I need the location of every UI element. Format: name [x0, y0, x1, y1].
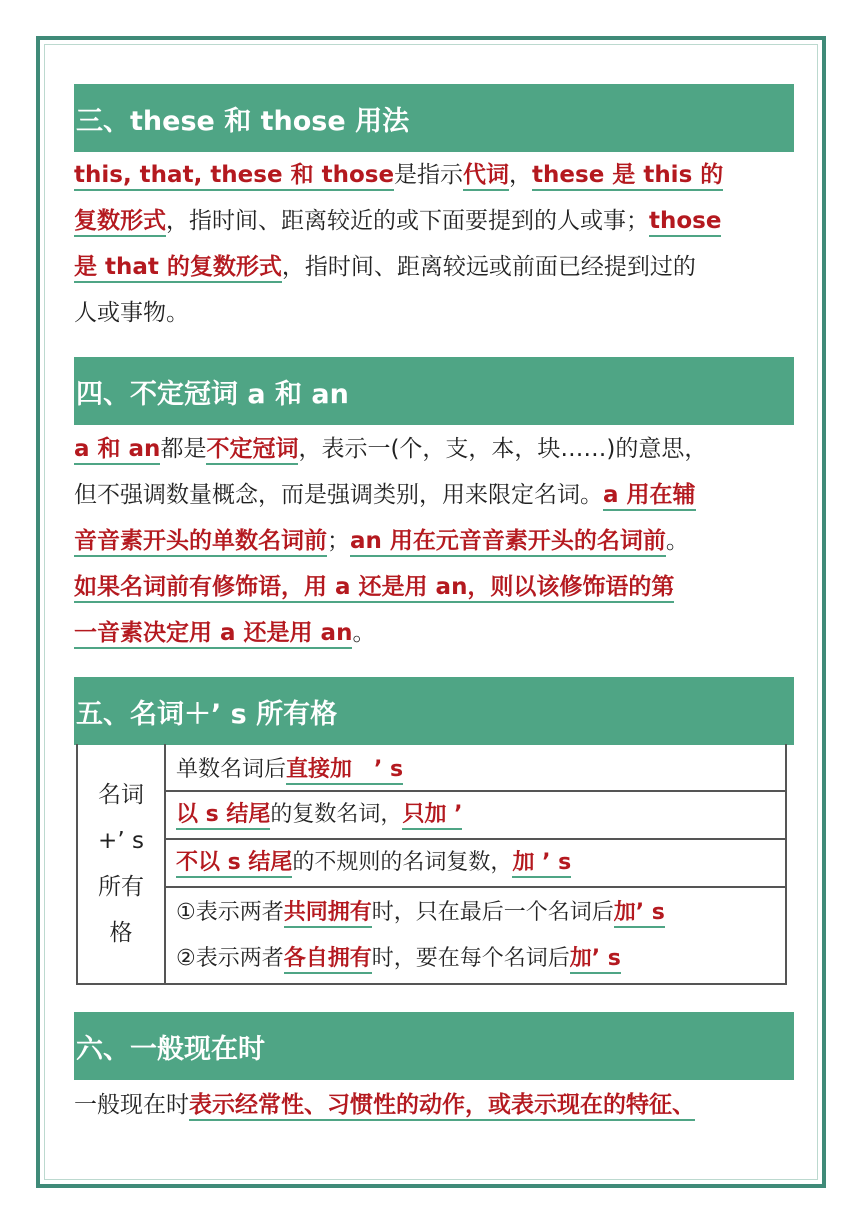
section-title: 六、一般现在时 [76, 1033, 265, 1065]
highlight-text: 共同拥有 [284, 900, 372, 928]
body-text: 是指示 [394, 162, 464, 188]
body-text: 。 [352, 620, 376, 646]
text-line [74, 426, 798, 472]
body-text: ②表示两者 [176, 946, 284, 971]
highlight-text: 直接加 ’ s [286, 757, 403, 785]
highlight-text: 加’ s [614, 900, 665, 928]
possessive-table [76, 744, 787, 985]
highlight-text: 如果名词前有修饰语，用 a 还是用 an，则以该修饰语的第 [74, 574, 674, 603]
section-header-simple-present [74, 1012, 794, 1080]
table-row [166, 744, 785, 792]
section-title: 四、不定冠词 a 和 an [76, 378, 349, 410]
table-left-cell [78, 744, 166, 983]
body-text: 但不强调数量概念，而是强调类别，用来限定名词。 [74, 482, 603, 508]
left-cell-line: 格 [109, 919, 133, 946]
body-text: 。 [665, 528, 689, 554]
highlight-text: 只加 ’ [402, 802, 462, 830]
highlight-text: 一音素决定用 a 还是用 an [74, 620, 352, 649]
table-row [166, 890, 785, 936]
text-line [74, 244, 798, 290]
left-cell-line: 名词 [98, 781, 144, 808]
left-cell-line: 所有 [98, 873, 144, 900]
text-line [74, 564, 798, 610]
highlight-text: 表示经常性、习惯性的动作，或表示现在的特征、 [189, 1092, 695, 1121]
section-body-simple-present [74, 1082, 798, 1128]
table-row [166, 936, 785, 982]
section-body-these-those [74, 152, 798, 336]
body-text: 的复数名词， [270, 802, 403, 827]
body-text: ，指时间、距离较近的或下面要提到的人或事； [166, 208, 649, 234]
text-line [74, 1082, 798, 1128]
left-cell-line: +’ s [98, 827, 144, 854]
section-body-articles [74, 426, 798, 656]
body-text: 时，只在最后一个名词后 [371, 900, 614, 925]
highlight-text: 是 that 的复数形式 [74, 254, 282, 283]
highlight-text: those [649, 208, 721, 237]
highlight-text: 不定冠词 [206, 436, 298, 465]
body-text: 都是 [160, 436, 207, 462]
body-text: ，指时间、距离较远或前面已经提到过的 [281, 254, 696, 280]
body-text: 人或事物。 [74, 300, 189, 326]
text-line [74, 610, 798, 656]
highlight-text: 加’ s [570, 946, 621, 974]
text-line [74, 472, 798, 518]
highlight-text: 不以 s 结尾 [176, 850, 292, 878]
table-row [166, 840, 785, 888]
section-header-possessive [74, 677, 794, 745]
text-line [74, 518, 798, 564]
highlight-text: a 用在辅 [603, 482, 696, 511]
highlight-text: these 是 this 的 [532, 162, 723, 191]
body-text: ①表示两者 [176, 900, 284, 925]
section-header-articles [74, 357, 794, 425]
body-text: ，表示一(个，支，本，块……)的意思， [298, 436, 708, 462]
text-line [74, 198, 798, 244]
text-line [74, 290, 798, 336]
section-header-these-those [74, 84, 794, 152]
table-row [166, 792, 785, 840]
highlight-text: 以 s 结尾 [176, 802, 270, 830]
highlight-text: 代词 [463, 162, 509, 191]
section-title: 五、名词＋’ s 所有格 [76, 698, 338, 730]
body-text: 一般现在时 [74, 1092, 189, 1118]
body-text: 单数名词后 [176, 757, 287, 782]
highlight-text: an 用在元音音素开头的名词前 [350, 528, 666, 557]
text-line [74, 152, 798, 198]
highlight-text: this, that, these 和 those [74, 162, 394, 191]
body-text: ； [327, 528, 350, 554]
highlight-text: 复数形式 [74, 208, 166, 237]
highlight-text: 音音素开头的单数名词前 [74, 528, 327, 557]
section-title: 三、these 和 those 用法 [76, 105, 410, 137]
body-text: 的不规则的名词复数， [292, 850, 513, 875]
highlight-text: a 和 an [74, 436, 160, 465]
highlight-text: 各自拥有 [284, 946, 372, 974]
body-text: 时，要在每个名词后 [371, 946, 570, 971]
body-text: ， [509, 162, 533, 188]
highlight-text: 加 ’ s [512, 850, 571, 878]
